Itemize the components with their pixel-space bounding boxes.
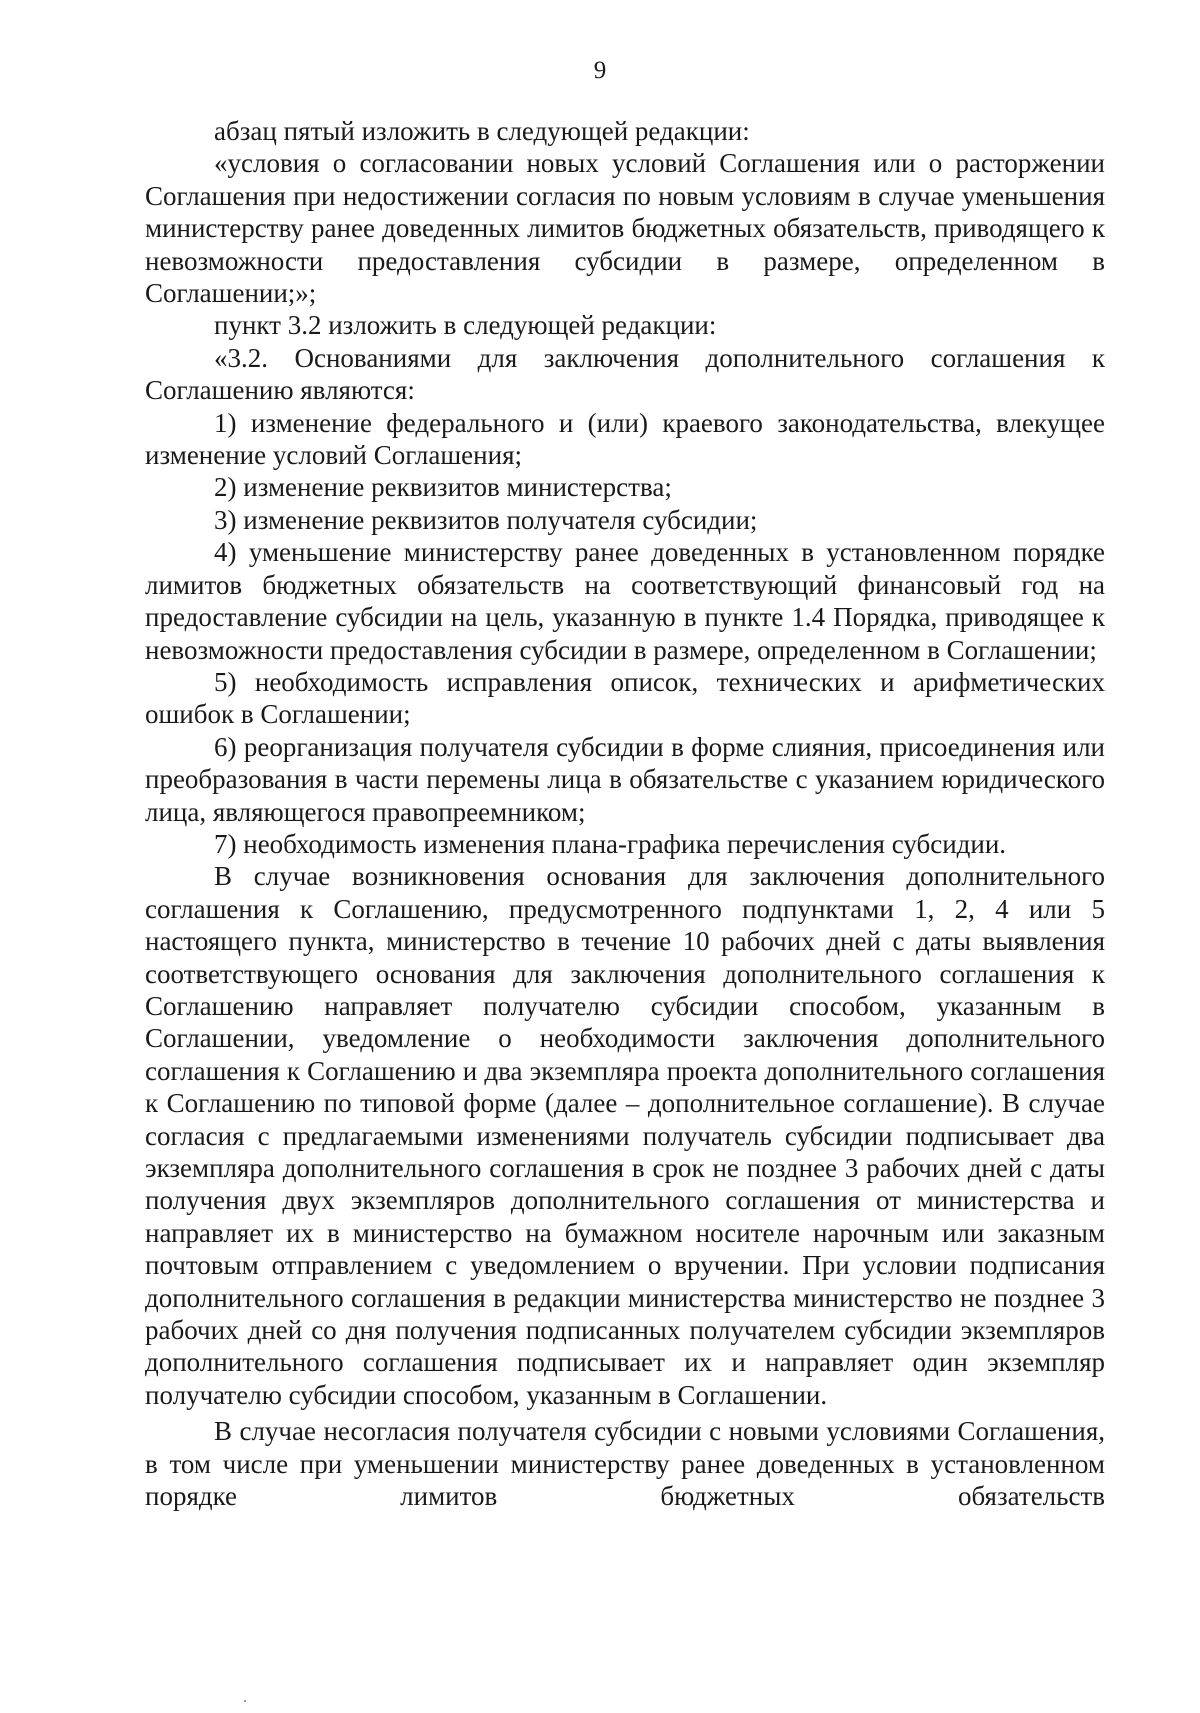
list-item-4: 4) уменьшение министерству ранее доведенных в установленном порядке лимитов бюджетных обязательств на соответствующий финансовый год на предоставление субсидии на цель, указанную в пункте 1.4 Порядка, приводящее к невозможности предоставления субсидии в размере, определенном в Соглашении; [145,537,1105,665]
paragraph-disagreement: В случае несогласия получателя субсидии с новыми условиями Соглашения, в том числе при уменьшении министерству ранее доведенных в установленном порядке лимитов бюджетных обязательств [145,1416,1105,1512]
list-item-6: 6) реорганизация получателя субсидии в форме слияния, присоединения или преобразования в части перемены лица в обязательстве с указанием юридического лица, являющегося правопреемником; [145,731,1105,827]
paragraph-point-3-2-intro: пункт 3.2 изложить в следующей редакции: [214,310,717,341]
list-item-7: 7) необходимость изменения плана-графика перечисления субсидии. [214,828,1007,859]
scan-speck [244,1700,246,1702]
paragraph-intro-fifth: абзац пятый изложить в следующей редакции: [214,116,750,146]
list-item-5: 5) необходимость исправления описок, технических и арифметических ошибок в Соглашении; [145,666,1105,730]
list-item-2: 2) изменение реквизитов министерства; [214,472,672,503]
document-body [145,115,1105,1512]
paragraph-procedure: В случае возникновения основания для заключения дополнительного соглашения к Соглашению, предусмотренного подпунктами 1, 2, 4 или 5 настоящего пункта, министерство в течение 10 рабочих дней с даты выявления соответствующего основания для заключения дополнительного соглашения к Соглашению направляет получателю субсидии способом, указанным в Соглашении, уведомление о необходимости заключения дополнительного соглашения к Соглашению и два экземпляра проекта дополнительного соглашения к Соглашению по типовой форме (далее – дополнительное соглашение). В случае согласия с предлагаемыми изменениями получатель субсидии подписывает два экземпляра дополнительного соглашения в срок не позднее 3 рабочих дней с даты получения двух экземпляров дополнительного соглашения от министерства и направляет их в министерство на бумажном носителе нарочным или заказным почтовым отправлением с уведомлением о вручении. При условии подписания дополнительного соглашения в редакции министерства министерство не позднее 3 рабочих дней со дня получения подписанных получателем субсидии экземпляров дополнительного соглашения подписывает их и направляет один экземпляр получателю субсидии способом, указанным в Соглашении. [145,861,1105,1410]
paragraph-point-3-2-grounds: «3.2. Основаниями для заключения дополнительного соглашения к Соглашению являются: [145,342,1105,406]
page-number: 9 [593,57,607,84]
paragraph-conditions-quote: «условия о согласовании новых условий Соглашения или о расторжении Соглашения при недостижении согласия по новым условиям в случае уменьшения министерству ранее доведенных лимитов бюджетных обязательств, приводящего к невозможности предоставления субсидии в размере, определенном в Соглашении;»; [145,148,1105,309]
list-item-3: 3) изменение реквизитов получателя субсидии; [214,504,758,535]
list-item-1: 1) изменение федерального и (или) краевого законодательства, влекущее изменение условий Соглашения; [145,407,1105,471]
